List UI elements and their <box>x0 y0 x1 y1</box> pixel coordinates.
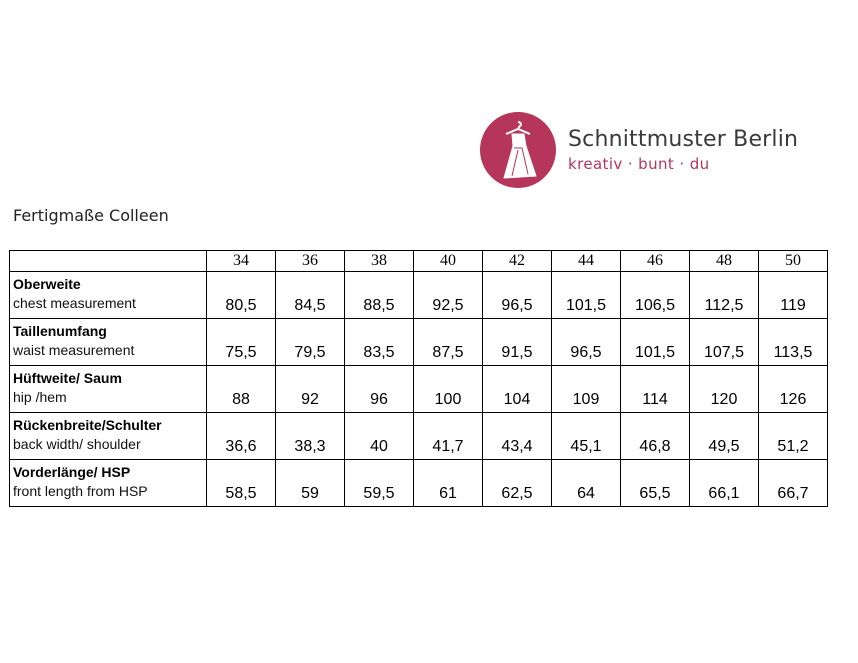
measurement-value-cell: 66,1 <box>690 460 759 507</box>
size-header-cell: 34 <box>207 251 276 272</box>
measurement-row <box>10 366 828 413</box>
measurement-value-cell: 100 <box>414 366 483 413</box>
document-title: Fertigmaße Colleen <box>13 206 169 225</box>
measurement-value-cell: 36,6 <box>207 413 276 460</box>
measurement-value-cell: 88,5 <box>345 272 414 319</box>
measurement-value-cell: 92 <box>276 366 345 413</box>
size-header-cell: 46 <box>621 251 690 272</box>
brand-tagline: kreativ · bunt · du <box>568 155 710 173</box>
measurement-value-cell: 66,7 <box>759 460 828 507</box>
measurement-value-cell: 106,5 <box>621 272 690 319</box>
measurement-row <box>10 460 828 507</box>
measurement-value-cell: 46,8 <box>621 413 690 460</box>
measurement-label-english: back width/ shoulder <box>13 435 141 452</box>
measurement-value-cell: 120 <box>690 366 759 413</box>
measurement-value-cell: 45,1 <box>552 413 621 460</box>
size-chart-table <box>9 250 828 507</box>
measurement-label-german: Vorderlänge/ HSP <box>13 463 131 480</box>
measurement-value-cell: 96,5 <box>552 319 621 366</box>
brand-name: Schnittmuster Berlin <box>568 127 799 152</box>
measurement-value-cell: 101,5 <box>621 319 690 366</box>
measurement-value-cell: 109 <box>552 366 621 413</box>
measurement-value-cell: 40 <box>345 413 414 460</box>
measurement-row <box>10 413 828 460</box>
size-header-row <box>10 251 828 272</box>
measurement-value-cell: 101,5 <box>552 272 621 319</box>
measurement-value-cell: 87,5 <box>414 319 483 366</box>
measurement-value-cell: 38,3 <box>276 413 345 460</box>
size-header-cell: 48 <box>690 251 759 272</box>
measurement-value-cell: 43,4 <box>483 413 552 460</box>
measurement-value-cell: 114 <box>621 366 690 413</box>
measurement-row <box>10 319 828 366</box>
measurement-value-cell: 59 <box>276 460 345 507</box>
measurement-label-english: front length from HSP <box>13 482 148 499</box>
measurement-value-cell: 75,5 <box>207 319 276 366</box>
measurement-label-cell <box>10 272 207 319</box>
header-empty-cell <box>10 251 207 272</box>
measurement-value-cell: 119 <box>759 272 828 319</box>
measurement-value-cell: 41,7 <box>414 413 483 460</box>
measurement-value-cell: 113,5 <box>759 319 828 366</box>
measurement-label-german: Oberweite <box>13 275 81 292</box>
measurement-value-cell: 126 <box>759 366 828 413</box>
measurement-value-cell: 79,5 <box>276 319 345 366</box>
measurement-value-cell: 91,5 <box>483 319 552 366</box>
measurement-value-cell: 104 <box>483 366 552 413</box>
measurement-label-cell <box>10 319 207 366</box>
measurement-label-english: waist measurement <box>13 341 135 358</box>
measurement-value-cell: 64 <box>552 460 621 507</box>
measurement-label-cell <box>10 366 207 413</box>
measurement-value-cell: 92,5 <box>414 272 483 319</box>
measurement-value-cell: 112,5 <box>690 272 759 319</box>
measurement-value-cell: 62,5 <box>483 460 552 507</box>
measurement-value-cell: 65,5 <box>621 460 690 507</box>
measurement-value-cell: 51,2 <box>759 413 828 460</box>
measurement-label-cell <box>10 413 207 460</box>
measurement-value-cell: 107,5 <box>690 319 759 366</box>
measurement-value-cell: 58,5 <box>207 460 276 507</box>
measurement-value-cell: 83,5 <box>345 319 414 366</box>
measurement-value-cell: 80,5 <box>207 272 276 319</box>
measurement-row <box>10 272 828 319</box>
measurement-value-cell: 96 <box>345 366 414 413</box>
size-header-cell: 50 <box>759 251 828 272</box>
size-header-cell: 36 <box>276 251 345 272</box>
measurement-value-cell: 59,5 <box>345 460 414 507</box>
size-header-cell: 38 <box>345 251 414 272</box>
measurement-value-cell: 96,5 <box>483 272 552 319</box>
brand-logo <box>480 112 798 188</box>
measurement-label-english: chest measurement <box>13 294 136 311</box>
measurement-value-cell: 88 <box>207 366 276 413</box>
measurement-value-cell: 61 <box>414 460 483 507</box>
measurement-value-cell: 49,5 <box>690 413 759 460</box>
size-header-cell: 42 <box>483 251 552 272</box>
measurement-label-english: hip /hem <box>13 388 67 405</box>
measurement-label-german: Hüftweite/ Saum <box>13 369 122 386</box>
size-header-cell: 40 <box>414 251 483 272</box>
measurement-label-cell <box>10 460 207 507</box>
dress-hanger-icon <box>480 112 556 188</box>
measurement-label-german: Taillenumfang <box>13 322 107 339</box>
measurement-value-cell: 84,5 <box>276 272 345 319</box>
size-header-cell: 44 <box>552 251 621 272</box>
measurement-label-german: Rückenbreite/Schulter <box>13 416 162 433</box>
